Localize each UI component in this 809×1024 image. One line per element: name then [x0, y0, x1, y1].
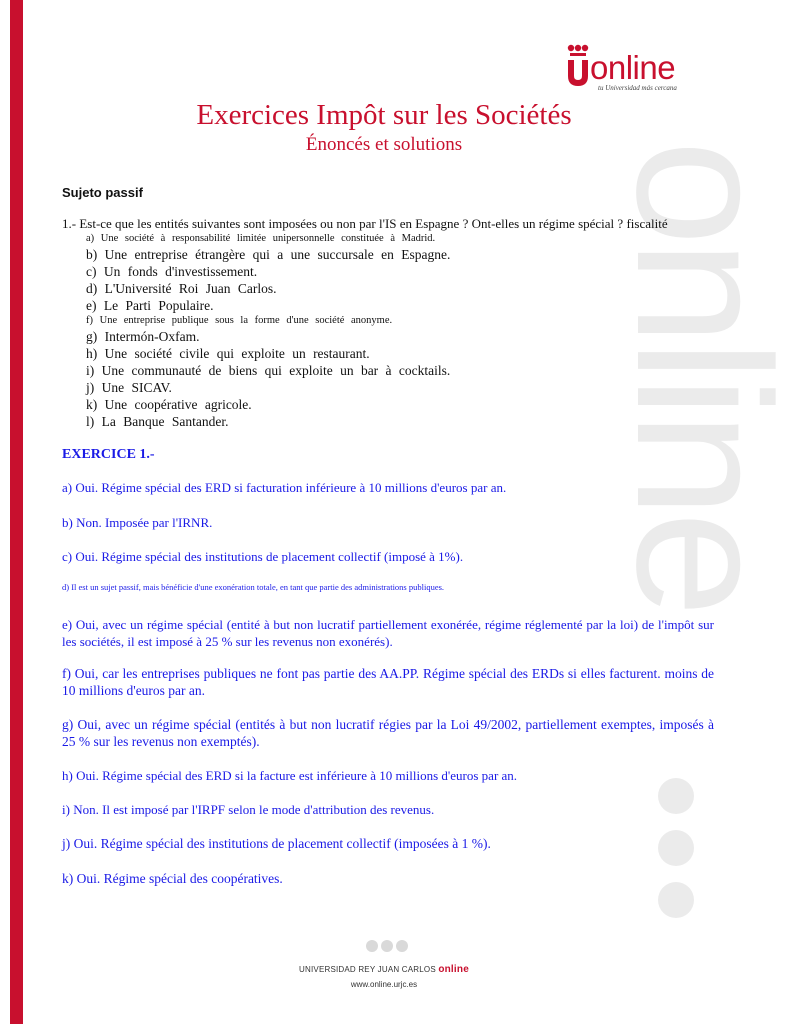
option-item: j) Une SICAV. — [86, 380, 172, 395]
option-item: f) Une entreprise publique sous la forme d'une société anonyme. — [86, 315, 393, 326]
option-item: g) Intermón-Oxfam. — [86, 329, 200, 344]
online-logo — [562, 42, 712, 98]
option-item: b) Une entreprise étrangère qui a une succursale en Espagne. — [86, 247, 451, 262]
option-item: e) Le Parti Populaire. — [86, 298, 214, 313]
exercise-title: EXERCICE 1.- — [62, 447, 155, 462]
logo-tagline: tu Universidad más cercana — [598, 84, 677, 92]
logo-text: online — [590, 49, 676, 86]
document-body — [62, 185, 714, 886]
question-text: 1.- Est-ce que les entités suivantes sont imposées ou non par l'IS en Espagne ? Ont-elles un régime spécial ? fiscalité — [62, 216, 668, 231]
answer-item: i) Non. Il est imposé par l'IRPF selon le mode d'attribution des revenus. — [62, 802, 435, 817]
options-list — [86, 232, 714, 430]
document-title: Exercices Impôt sur les Sociétés — [196, 99, 572, 131]
footer-url: www.online.urjc.es — [350, 980, 418, 989]
answer-item: a) Oui. Régime spécial des ERD si facturation inférieure à 10 millions d'euros par an. — [62, 480, 507, 495]
watermark-dot — [658, 882, 694, 918]
document-subtitle: Énoncés et solutions — [305, 134, 463, 155]
option-item: l) La Banque Santander. — [86, 414, 229, 429]
answer-item: k) Oui. Régime spécial des coopératives. — [62, 871, 283, 886]
footer-online: online — [438, 964, 469, 975]
logo-mark-icon — [562, 42, 592, 92]
option-item: h) Une société civile qui exploite un restaurant. — [86, 346, 370, 361]
answer-item: j) Oui. Régime spécial des institutions de placement collectif (imposées à 1 %). — [62, 836, 491, 851]
answer-item: g) Oui, avec un régime spécial (entités à but non lucratif régies par la Loi 49/2002, partiellement exemptes, imposés à 25 % sur les revenus non exemptés). — [62, 717, 714, 749]
footer-university — [0, 964, 768, 975]
answer-item: c) Oui. Régime spécial des institutions de placement collectif (imposé à 1%). — [62, 549, 464, 564]
answer-item: d) Il est un sujet passif, mais bénéficie d'une exonération totale, en tant que partie des administrations publiques. — [62, 582, 445, 592]
section-heading: Sujeto passif — [62, 185, 143, 200]
answer-item: f) Oui, car les entreprises publiques ne font pas partie des AA.PP. Régime spécial des ERDs si elles facturent. moins de 10 millions d'euros par an. — [62, 666, 714, 698]
footer-dots-icon — [364, 940, 410, 954]
option-item: c) Un fonds d'investissement. — [86, 264, 258, 279]
answer-item: b) Non. Imposée par l'IRNR. — [62, 515, 213, 530]
watermark-text: online — [597, 140, 809, 612]
option-item: a) Une société à responsabilité limitée unipersonnelle constituée à Madrid. — [86, 233, 436, 244]
answer-item: e) Oui, avec un régime spécial (entité à but non lucratif partiellement exonérée, régime réglementé par la loi) de l'impôt sur les sociétés, il est imposé à 25 % sur les revenus non exonérés). — [62, 617, 714, 649]
option-item: d) L'Université Roi Juan Carlos. — [86, 281, 277, 296]
option-item: i) Une communauté de biens qui exploite un bar à cocktails. — [86, 363, 451, 378]
answer-item: h) Oui. Régime spécial des ERD si la facture est inférieure à 10 millions d'euros par an. — [62, 768, 518, 783]
option-item: k) Une coopérative agricole. — [86, 397, 252, 412]
footer-university-name: UNIVERSIDAD REY JUAN CARLOS — [299, 965, 436, 974]
